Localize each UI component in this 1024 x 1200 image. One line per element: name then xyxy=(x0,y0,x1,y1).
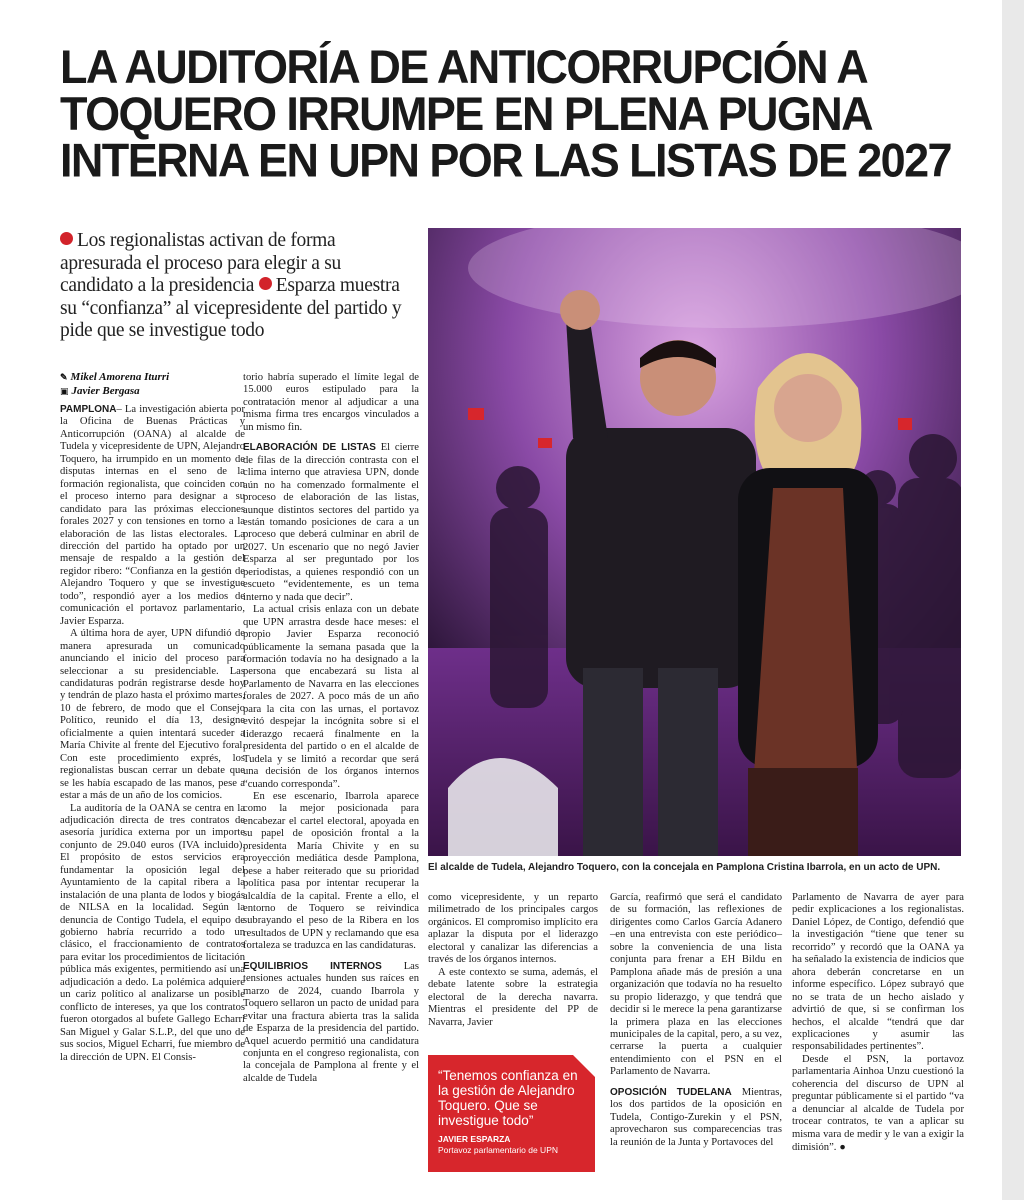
dateline: PAMPLONA xyxy=(60,404,117,415)
paragraph: Parlamento de Navarra de ayer para pedir explicaciones a los regionalistas. Daniel López, de Contigo, defendió que la investigación “tiene que tener su recorrido” y recordó que la OANA ya ha señalado la existencia de indicios que ahora deberán concretarse en un informe específico. López subrayó que no se trata de un hecho aislado y advirtió de que, si se confirman los hechos, el alcalde “tendrá que dar explicaciones y asumir las responsabilidades pertinentes”. xyxy=(792,892,964,1053)
headline: LA AUDITORÍA DE ANTICORRUPCIÓN A TOQUERO IRRUMPE EN PLENA PUGNA INTERNA EN UPN POR LAS LISTAS DE 2027 xyxy=(60,39,951,188)
camera-icon: ▣ xyxy=(60,386,69,396)
subhead xyxy=(60,230,412,343)
subhead-part-2: Esparza muestra su “confianza” al vicepresidente del partido y pide que se investigue todo xyxy=(60,275,402,341)
photo-illustration xyxy=(428,228,961,856)
paragraph: como vicepresidente, y un reparto milimetrado de los principales cargos orgánicos. El compromiso implícito era aplazar la disputa por el liderazgo electoral y canalizar las diferencias a través de los órganos internos. xyxy=(428,892,598,966)
page-edge xyxy=(1002,0,1024,1200)
paragraph: OPOSICIÓN TUDELANA Mientras, los dos partidos de la oposición en Tudela, Contigo-Zurekin y el PSN, aprovecharon sus comparecencias tras la reunión de la Junta y Portavoces del xyxy=(610,1086,782,1148)
column-4 xyxy=(610,892,782,1177)
pull-quote xyxy=(428,1055,595,1172)
author-line: ✎ Mikel Amorena Iturri xyxy=(60,371,170,383)
subhead-part-1: Los regionalistas activan de forma apresurada el proceso para elegir a su candidato a la presidencia xyxy=(60,230,341,296)
column-1 xyxy=(60,404,245,1174)
quote-text: “Tenemos confianza en la gestión de Alejandro Toquero. Que se investigue todo” xyxy=(438,1068,578,1128)
paragraph: torio habría superado el límite legal de 15.000 euros estipulado para la contratación menor al adjudicar a una misma firma tres encargos vinculados a un mismo fin. xyxy=(243,372,419,433)
column-5 xyxy=(792,892,964,1177)
photo-caption: El alcalde de Tudela, Alejandro Toquero, con la concejala en Pamplona Cristina Ibarrola, en un acto de UPN. xyxy=(428,862,941,873)
paragraph: EQUILIBRIOS INTERNOS Las tensiones actuales hunden sus raíces en marzo de 2024, cuando Ibarrola y Toquero sellaron un pacto de unidad para evitar una fractura abierta tras la salida de Esparza de la presidencia del partido. Aquel acuerdo permitió una candidatura conjunta en el congreso regionalista, con la concejala de Pamplona al frente y el alcalde de Tudela xyxy=(243,960,419,1084)
paragraph: Desde el PSN, la portavoz parlamentaria Ainhoa Unzu cuestionó la coherencia del discurso de UPN al preguntar públicamente si el partido “va a denunciar al alcalde de Tudela por trocear contratos, te van a aplicar su misma vara de medir y le van a exigir la dimisión”. ● xyxy=(792,1053,964,1154)
paragraph: A última hora de ayer, UPN difundió de manera apresurada un comunicado anunciando el inicio del proceso para seleccionar a su presidenciable. Las candidaturas podrán registrarse desde hoy y tendrán de plazo hasta el próximo martes, 10 de febrero, de modo que el Consejo Político, reunido el día 13, designe oficialmente a quien intentará suceder a María Chivite al frente del Ejecutivo foral. Con este procedimiento exprés, los regionalistas buscan cerrar un debate que se les había escapado de las manos, pese a estar a más de un año de los comicios. xyxy=(60,628,245,802)
byline xyxy=(60,370,245,398)
section-label: EQUILIBRIOS INTERNOS xyxy=(243,960,382,972)
paragraph: ELABORACIÓN DE LISTAS El cierre de filas de la dirección contrasta con el clima interno que atraviesa UPN, donde aún no ha comenzado formalmente el proceso de elaboración de las listas, aunque distintos sectores del partido ya están tomando posiciones de cara a un proceso que deberá culminar en abril de 2027. Un escenario que no negó Javier Esparza al ser preguntado por los periodistas, a quienes respondió con un escueto “evidentemente, es un tema interno y nada que decir”. xyxy=(243,442,419,603)
bullet-dot-icon xyxy=(259,277,272,290)
paragraph: García, reafirmó que será el candidato de su formación, las reflexiones de dirigentes como Carlos García Adanero –en una entrevista con este periódico– sobre la conveniencia de una lista conjunta para frenar a EH Bildu en Pamplona añade más de presión a una organización que todavía no ha resuelto su propio liderazgo, y que tendrá que decidir si le merece la pena garantizarse la primera plaza en las elecciones municipales de la capital, pero, a su vez, cerrarse la puerta a cualquier entendimiento con el PSN en el Parlamento de Navarra. xyxy=(610,892,782,1078)
quote-author: JAVIER ESPARZA xyxy=(438,1134,511,1144)
quote-role: Portavoz parlamentario de UPN xyxy=(438,1145,559,1155)
photographer-line: ▣ Javier Bergasa xyxy=(60,385,140,397)
column-2 xyxy=(243,372,419,1172)
end-mark: ● xyxy=(836,1141,846,1154)
bullet-dot-icon xyxy=(60,232,73,245)
paragraph: La auditoría de la OANA se centra en la adjudicación directa de tres contratos de asesoría jurídica externa por un importe conjunto de 29.040 euros (IVA incluido). El propósito de estos servicios era fundamentar la oposición legal del Ayuntamiento de la capital ribera a la instalación de una planta de lodos y biogás de NILSA en la localidad. Según la denuncia de Contigo Tudela, el equipo de gobierno habría recurrido a todo un clásico, el fraccionamiento de contratos para evitar los procedimientos de licitación pública más exigentes, permitiendo así una adjudicación a dedo. La polémica adquiere un cariz político al analizarse un posible conflicto de intereses, ya que los contratos fueron otorgados al bufete Gallego Echarri San Miguel y Galar S.L.P., del que uno de sus socios, Miguel Echarri, fue miembro de la dirección de UPN. El Consis- xyxy=(60,802,245,1063)
section-label: OPOSICIÓN TUDELANA xyxy=(610,1086,732,1098)
paragraph: A este contexto se suma, además, el debate latente sobre la estrategia electoral de la derecha navarra. Mientras el presidente del PP de Navarra, Javier xyxy=(428,966,598,1028)
column-3 xyxy=(428,892,598,1047)
paragraph: La actual crisis enlaza con un debate que UPN arrastra desde hace meses: el propio Javier Esparza reconoció públicamente la semana pasada que la formación todavía no ha designado a la persona que encabezará su lista al Parlamento de Navarra en las elecciones forales de 2027. A poco más de un año para la cita con las urnas, el portavoz evitó despejar la incógnita sobre si el liderazgo recaerá finalmente en la presidenta del partido o en el alcalde de Tudela y se limitó a recordar que será una decisión de los órganos internos “cuando corresponda”. xyxy=(243,604,419,790)
paragraph: En ese escenario, Ibarrola aparece como la mejor posicionada para encabezar el cartel electoral, apoyada en su papel de oposición frontal a la presidenta María Chivite y en su proyección mediática desde Pamplona, pese a haber reiterado que su prioridad política pasa por intentar recuperar la alcaldía de la capital. Frente a ello, el entorno de Toquero se reivindica subrayando el peso de la Ribera en los resultados de UPN y reclamando que esa fortaleza se traduzca en las candidaturas. xyxy=(243,790,419,952)
section-label: ELABORACIÓN DE LISTAS xyxy=(243,442,376,454)
event-photo xyxy=(428,228,961,856)
paragraph: PAMPLONA– La investigación abierta por la Oficina de Buenas Prácticas y Anticorrupción (OANA) al alcalde de Tudela y vicepresidente de UPN, Alejandro Toquero, ha irrumpido en un momento de disputas internas en el seno de la formación regionalista, que coinciden con el proceso interno para designar a su candidato para las próximas elecciones forales 2027 y con tensiones en torno a la elaboración de las listas electorales. La dirección del partido ha optado por un mensaje de respaldo a la gestión del regidor ribero: “Confianza en la gestión de Alejandro Toquero y que se investigue todo”, respondió ayer a los medios de comunicación el portavoz parlamentario, Javier Esparza. xyxy=(60,404,245,627)
corner-fold xyxy=(573,1055,595,1077)
pen-icon: ✎ xyxy=(60,372,68,382)
